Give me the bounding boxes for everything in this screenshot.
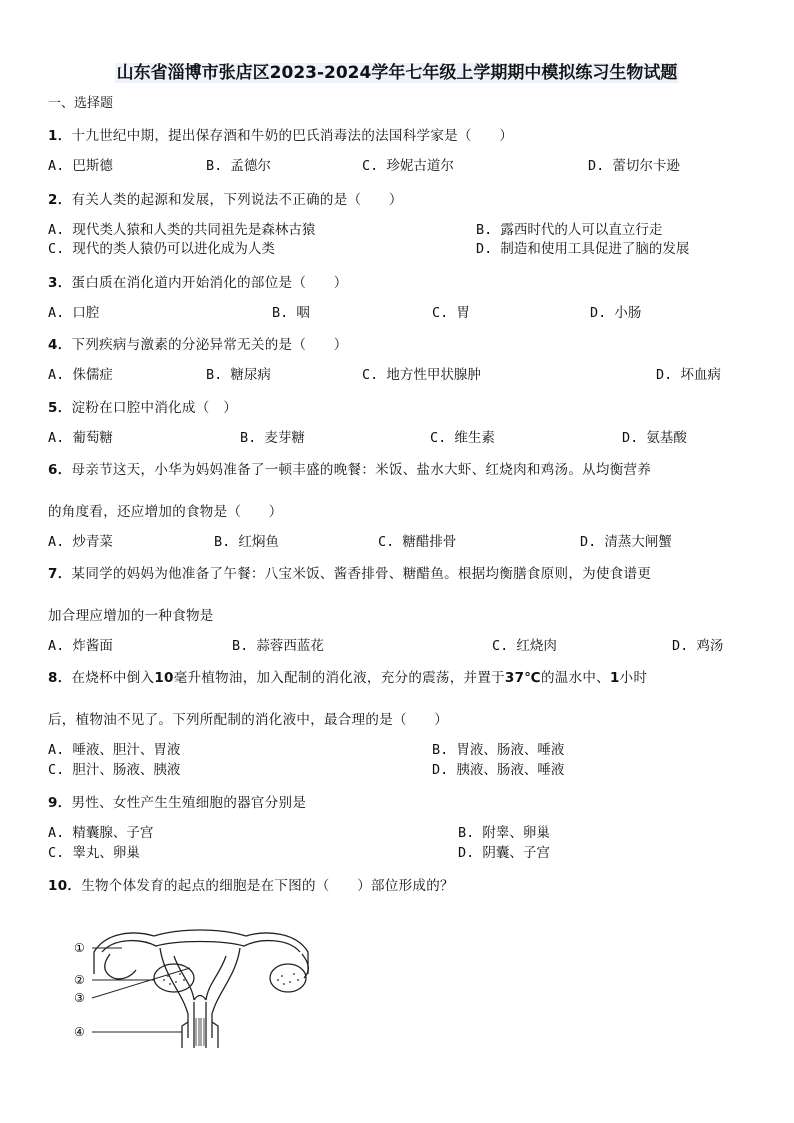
figure-label-4: ④	[74, 1025, 85, 1039]
option: D. 胰液、肠液、唾液	[432, 762, 565, 778]
question-8-line2: 后，植物油不见了。下列所配制的消化液中，最合理的是（ ）	[48, 712, 449, 728]
figure-label-2: ②	[74, 973, 85, 987]
question-1: 1．十九世纪中期，提出保存酒和牛奶的巴氏消毒法的法国科学家是（ ）	[48, 128, 514, 144]
option: C. 红烧肉	[492, 638, 557, 654]
page-title: 山东省淄博市张店区2023-2024学年七年级上学期期中模拟练习生物试题	[116, 63, 678, 83]
figure-label-3: ③	[74, 991, 85, 1005]
option: A. 炸酱面	[48, 638, 113, 654]
question-9: 9．男性、女性产生生殖细胞的器官分别是	[48, 795, 307, 811]
question-4: 4．下列疾病与激素的分泌异常无关的是（ ）	[48, 337, 348, 353]
option: A. 精囊腺、子宫	[48, 825, 154, 841]
option: D. 蕾切尔卡逊	[588, 158, 680, 174]
option: A. 口腔	[48, 305, 100, 321]
option: A. 唾液、胆汁、胃液	[48, 742, 181, 758]
option: C. 维生素	[430, 430, 495, 446]
option: C. 胆汁、肠液、胰液	[48, 762, 181, 778]
option: D. 坏血病	[656, 367, 721, 383]
figure-label-1: ①	[74, 941, 85, 955]
option: B. 糖尿病	[206, 367, 271, 383]
question-7-line2: 加合理应增加的一种食物是	[48, 608, 214, 624]
option: B. 胃液、肠液、唾液	[432, 742, 565, 758]
option: B. 咽	[272, 305, 310, 321]
option: D. 鸡汤	[672, 638, 724, 654]
question-10: 10．生物个体发育的起点的细胞是在下图的（ ）部位形成的？	[48, 878, 454, 894]
option: A. 侏儒症	[48, 367, 113, 383]
option: B. 蒜蓉西蓝花	[232, 638, 324, 654]
question-2: 2．有关人类的起源和发展，下列说法不正确的是（ ）	[48, 192, 403, 208]
option: D. 清蒸大闸蟹	[580, 534, 672, 550]
option: B. 麦芽糖	[240, 430, 305, 446]
question-5: 5．淀粉在口腔中消化成（ ）	[48, 400, 238, 416]
option: A. 炒青菜	[48, 534, 113, 550]
option: A. 葡萄糖	[48, 430, 113, 446]
option: D. 氨基酸	[622, 430, 687, 446]
section-heading: 一、选择题	[48, 96, 114, 111]
option: C. 睾丸、卵巢	[48, 845, 140, 861]
option: B. 红焖鱼	[214, 534, 279, 550]
option: C. 现代的类人猿仍可以进化成为人类	[48, 241, 275, 257]
option: B. 附睾、卵巢	[458, 825, 550, 841]
reproductive-system-figure	[70, 922, 330, 1052]
option: D. 阴囊、子宫	[458, 845, 550, 861]
option: B. 孟德尔	[206, 158, 271, 174]
question-7: 7．某同学的妈妈为他准备了午餐：八宝米饭、酱香排骨、糖醋鱼。根据均衡膳食原则，为使食谱更	[48, 566, 652, 582]
question-6-line2: 的角度看，还应增加的食物是（ ）	[48, 504, 283, 520]
option: C. 糖醋排骨	[378, 534, 457, 550]
option: C. 地方性甲状腺肿	[362, 367, 481, 383]
option: A. 巴斯德	[48, 158, 113, 174]
option: D. 小肠	[590, 305, 642, 321]
question-3: 3．蛋白质在消化道内开始消化的部位是（ ）	[48, 275, 348, 291]
question-6: 6．母亲节这天，小华为妈妈准备了一顿丰盛的晚餐：米饭、盐水大虾、红烧肉和鸡汤。从均衡营养	[48, 462, 652, 478]
option: B. 露西时代的人可以直立行走	[476, 222, 663, 238]
option: C. 珍妮古道尔	[362, 158, 454, 174]
option: D. 制造和使用工具促进了脑的发展	[476, 241, 690, 257]
option: A. 现代类人猿和人类的共同祖先是森林古猿	[48, 222, 316, 238]
option: C. 胃	[432, 305, 470, 321]
question-8: 8．在烧杯中倒入10毫升植物油，加入配制的消化液，充分的震荡，并置于37℃的温水中、1小时	[48, 670, 648, 686]
